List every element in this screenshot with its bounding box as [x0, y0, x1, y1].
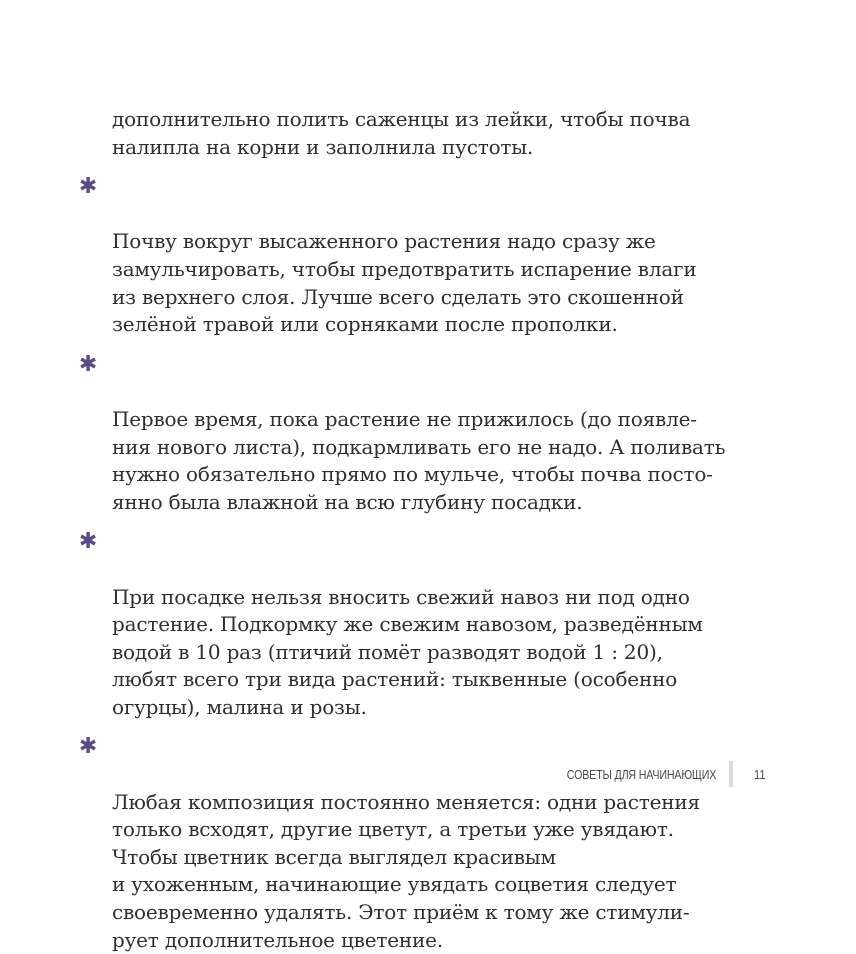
page-footer	[534, 760, 766, 788]
bullet-text: Любая композиция постоянно меняется: одни растения только всходят, другие цветут, а третьи уже увядают. Чтобы цветник всегда выглядел красивым и ухоженным, начинающие увядать соцветия следует своевременно удалять. Этот приём к тому же стимули- рует дополнительное цветение.	[112, 789, 700, 952]
asterisk-bullet-icon: ✱	[78, 529, 98, 555]
intro-paragraph: дополнительно полить саженцы из лейки, чтобы почва налипла на корни и заполнила пустоты.	[112, 107, 691, 159]
page-body	[78, 106, 752, 954]
bullet-item-first-time	[78, 351, 752, 517]
running-footer-title: СОВЕТЫ ДЛЯ НАЧИНАЮЩИХ	[567, 766, 717, 782]
bullet-text: Почву вокруг высаженного растения надо сразу же замульчировать, чтобы предотвратить испарение влаги из верхнего слоя. Лучше всего сделать это скошенной зелёной травой или сорняками после прополки.	[112, 229, 697, 337]
asterisk-bullet-icon: ✱	[78, 174, 98, 200]
bullet-text: Первое время, пока растение не прижилось (до появле- ния нового листа), подкармливать его не надо. А поливать нужно обязательно прямо по мульче, чтобы почва посто- янно была влажной на всю глубину посадки.	[112, 406, 726, 514]
asterisk-bullet-icon: ✱	[78, 351, 98, 377]
bullet-item-manure	[78, 528, 752, 721]
bullet-item-mulch	[78, 173, 752, 339]
asterisk-bullet-icon: ✱	[78, 734, 98, 760]
page-number: 11	[753, 766, 765, 782]
footer-divider	[729, 761, 733, 787]
bullet-text: При посадке нельзя вносить свежий навоз ни под одно растение. Подкормку же свежим навозом, разведённым водой в 10 раз (птичий помёт разводят водой 1 : 20), любят всего три вида растений: тыквенные (особенно огурцы), малина и розы.	[112, 584, 703, 719]
